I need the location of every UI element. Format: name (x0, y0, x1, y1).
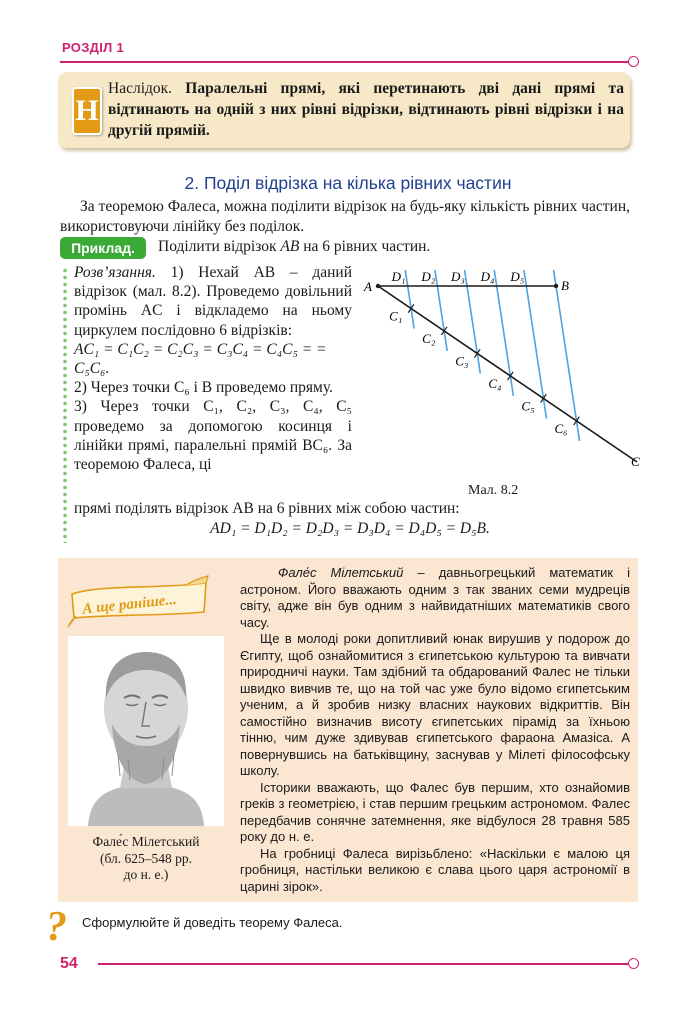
point-a (376, 284, 380, 288)
history-paragraph-2: Ще в молоді роки допитливий юнак вирушив у подорож до Єгипту, щоб ознайомитися з єгипетською культурою та вивчати природничі науки. Там здібний та обдарований Фалес не тільки швидко вивчив те, що на той час уже було відомо єгипетським ученим, а й зробив низку власних наукових відкриттів. Він самостійно визначив висоту єгипетських пірамід за їхньою тінню, чим дуже здивував єгипетського фараона Амазіса. А повернувшись на батьківщину, заснував у Мілеті філософську школу. (240, 631, 630, 778)
ray-ac (378, 286, 637, 462)
label-d1: D₁ (391, 269, 406, 284)
history-text (240, 565, 630, 895)
solution-step-3: 3) Через точки C₁, C₂, C₃, C₄, C₅ проведемо за допомогою косинця і лінійки прямі, паралельні прямій BC₆. За теоремою Фалеса, ці (74, 398, 352, 474)
label-b: B (561, 278, 569, 293)
label-c6: C₆ (554, 420, 568, 436)
corollary-text (108, 78, 624, 141)
label-d5: D₅ (510, 269, 525, 284)
corollary-statement: Паралельні прямі, які перетинають дві дані прямі та відтинають на одній з них рівні відрізки, відтинають рівні відрізки і на другій прямій. (108, 80, 624, 139)
parallel-line-5 (524, 270, 547, 418)
subsection-title: 2. Поділ відрізка на кілька рівних частин (184, 173, 512, 193)
history-paragraph-3: Історики вважають, що Фалес був першим, хто ознайомив греків з геометрією, і став першим грецьким астрономом. Фалес передбачив сонячне затемнення, яке відбулося 28 травня 585 року до н. е. (240, 779, 630, 844)
question-icon: ? (46, 904, 67, 950)
figure-caption: Мал. 8.2 (468, 483, 519, 498)
intro-paragraph: За теоремою Фалеса, можна поділити відрізок на будь-яку кількість рівних частин, використовуючи лінійку без поділок. (60, 198, 630, 235)
label-d4: D₄ (480, 269, 495, 284)
solution-label: Розв’язання. (74, 264, 156, 281)
label-c2: C₂ (422, 330, 436, 346)
header-dot (628, 56, 639, 67)
parallel-line-2 (435, 270, 447, 351)
history-paragraph-1: Фале́с Мілетський – давньогрецький математик і астроном. Його вважають одним з так званих семи мудреців світу, адже він був одним з найвидатніших математиків свого часу. (240, 565, 630, 630)
question-text: Сформулюйте й доведіть теорему Фалеса. (82, 915, 343, 930)
label-c4: C₄ (488, 375, 502, 391)
corollary-lead: Наслідок. (108, 80, 173, 97)
segments-formula: AC₁ = C₁C₂ = C₂C₃ = C₃C₄ = C₄C₅ = = C₅C₆. (74, 340, 327, 378)
label-c3: C₃ (455, 353, 469, 369)
label-d2: D₂ (421, 269, 436, 284)
history-tag-text: А ще раніше... (81, 591, 178, 618)
history-name: Фале́с Мілетський (278, 565, 404, 580)
thales-portrait (68, 636, 224, 826)
example-badge: Приклад. (60, 237, 146, 259)
solution-step-1: Розв’язання. 1) Нехай AB – даний відрізок (мал. 8.2). Проведемо довільний промінь AC і відкладемо на ньому циркулем послідовно 6 відрізків: (74, 264, 352, 339)
page-number: 54 (60, 955, 78, 972)
dotted-margin (62, 267, 68, 543)
label-c5: C₅ (521, 398, 535, 414)
label-d3: D₃ (451, 269, 465, 284)
result-formula: AD₁ = D₁D₂ = D₂D₃ = D₃D₄ = D₄D₅ = D₅B. (210, 520, 490, 537)
label-c1: C₁ (389, 308, 403, 324)
label-c: C (631, 454, 640, 469)
solution-conclusion: прямі поділять відрізок AB на 6 рівних між собою частин: (74, 500, 460, 517)
section-label: РОЗДІЛ 1 (62, 40, 124, 55)
parallel-line-1 (405, 270, 414, 328)
figure-8-2 (352, 265, 652, 475)
solution-text (74, 263, 352, 474)
label-a: A (364, 279, 372, 294)
history-tag (66, 572, 216, 628)
point-b (554, 284, 558, 288)
footer-rule (98, 963, 630, 965)
header-rule (60, 61, 630, 63)
footer-dot (628, 958, 639, 969)
portrait-caption: Фале́с Мілетський (бл. 625–548 рр. до н. е.) (92, 834, 200, 882)
parallel-line-6 (554, 270, 580, 441)
solution-step-2: 2) Через точки C₆ і B проведемо пряму. (74, 379, 333, 397)
example-task: Поділити відрізок AB на 6 рівних частин. (158, 238, 431, 255)
history-paragraph-4: На гробниці Фалеса вирізьблено: «Наскільки є малою ця гробниця, настільки великою є слава цього царя астрономії в царині зірок». (240, 845, 630, 894)
corollary-badge: Н (72, 87, 102, 135)
